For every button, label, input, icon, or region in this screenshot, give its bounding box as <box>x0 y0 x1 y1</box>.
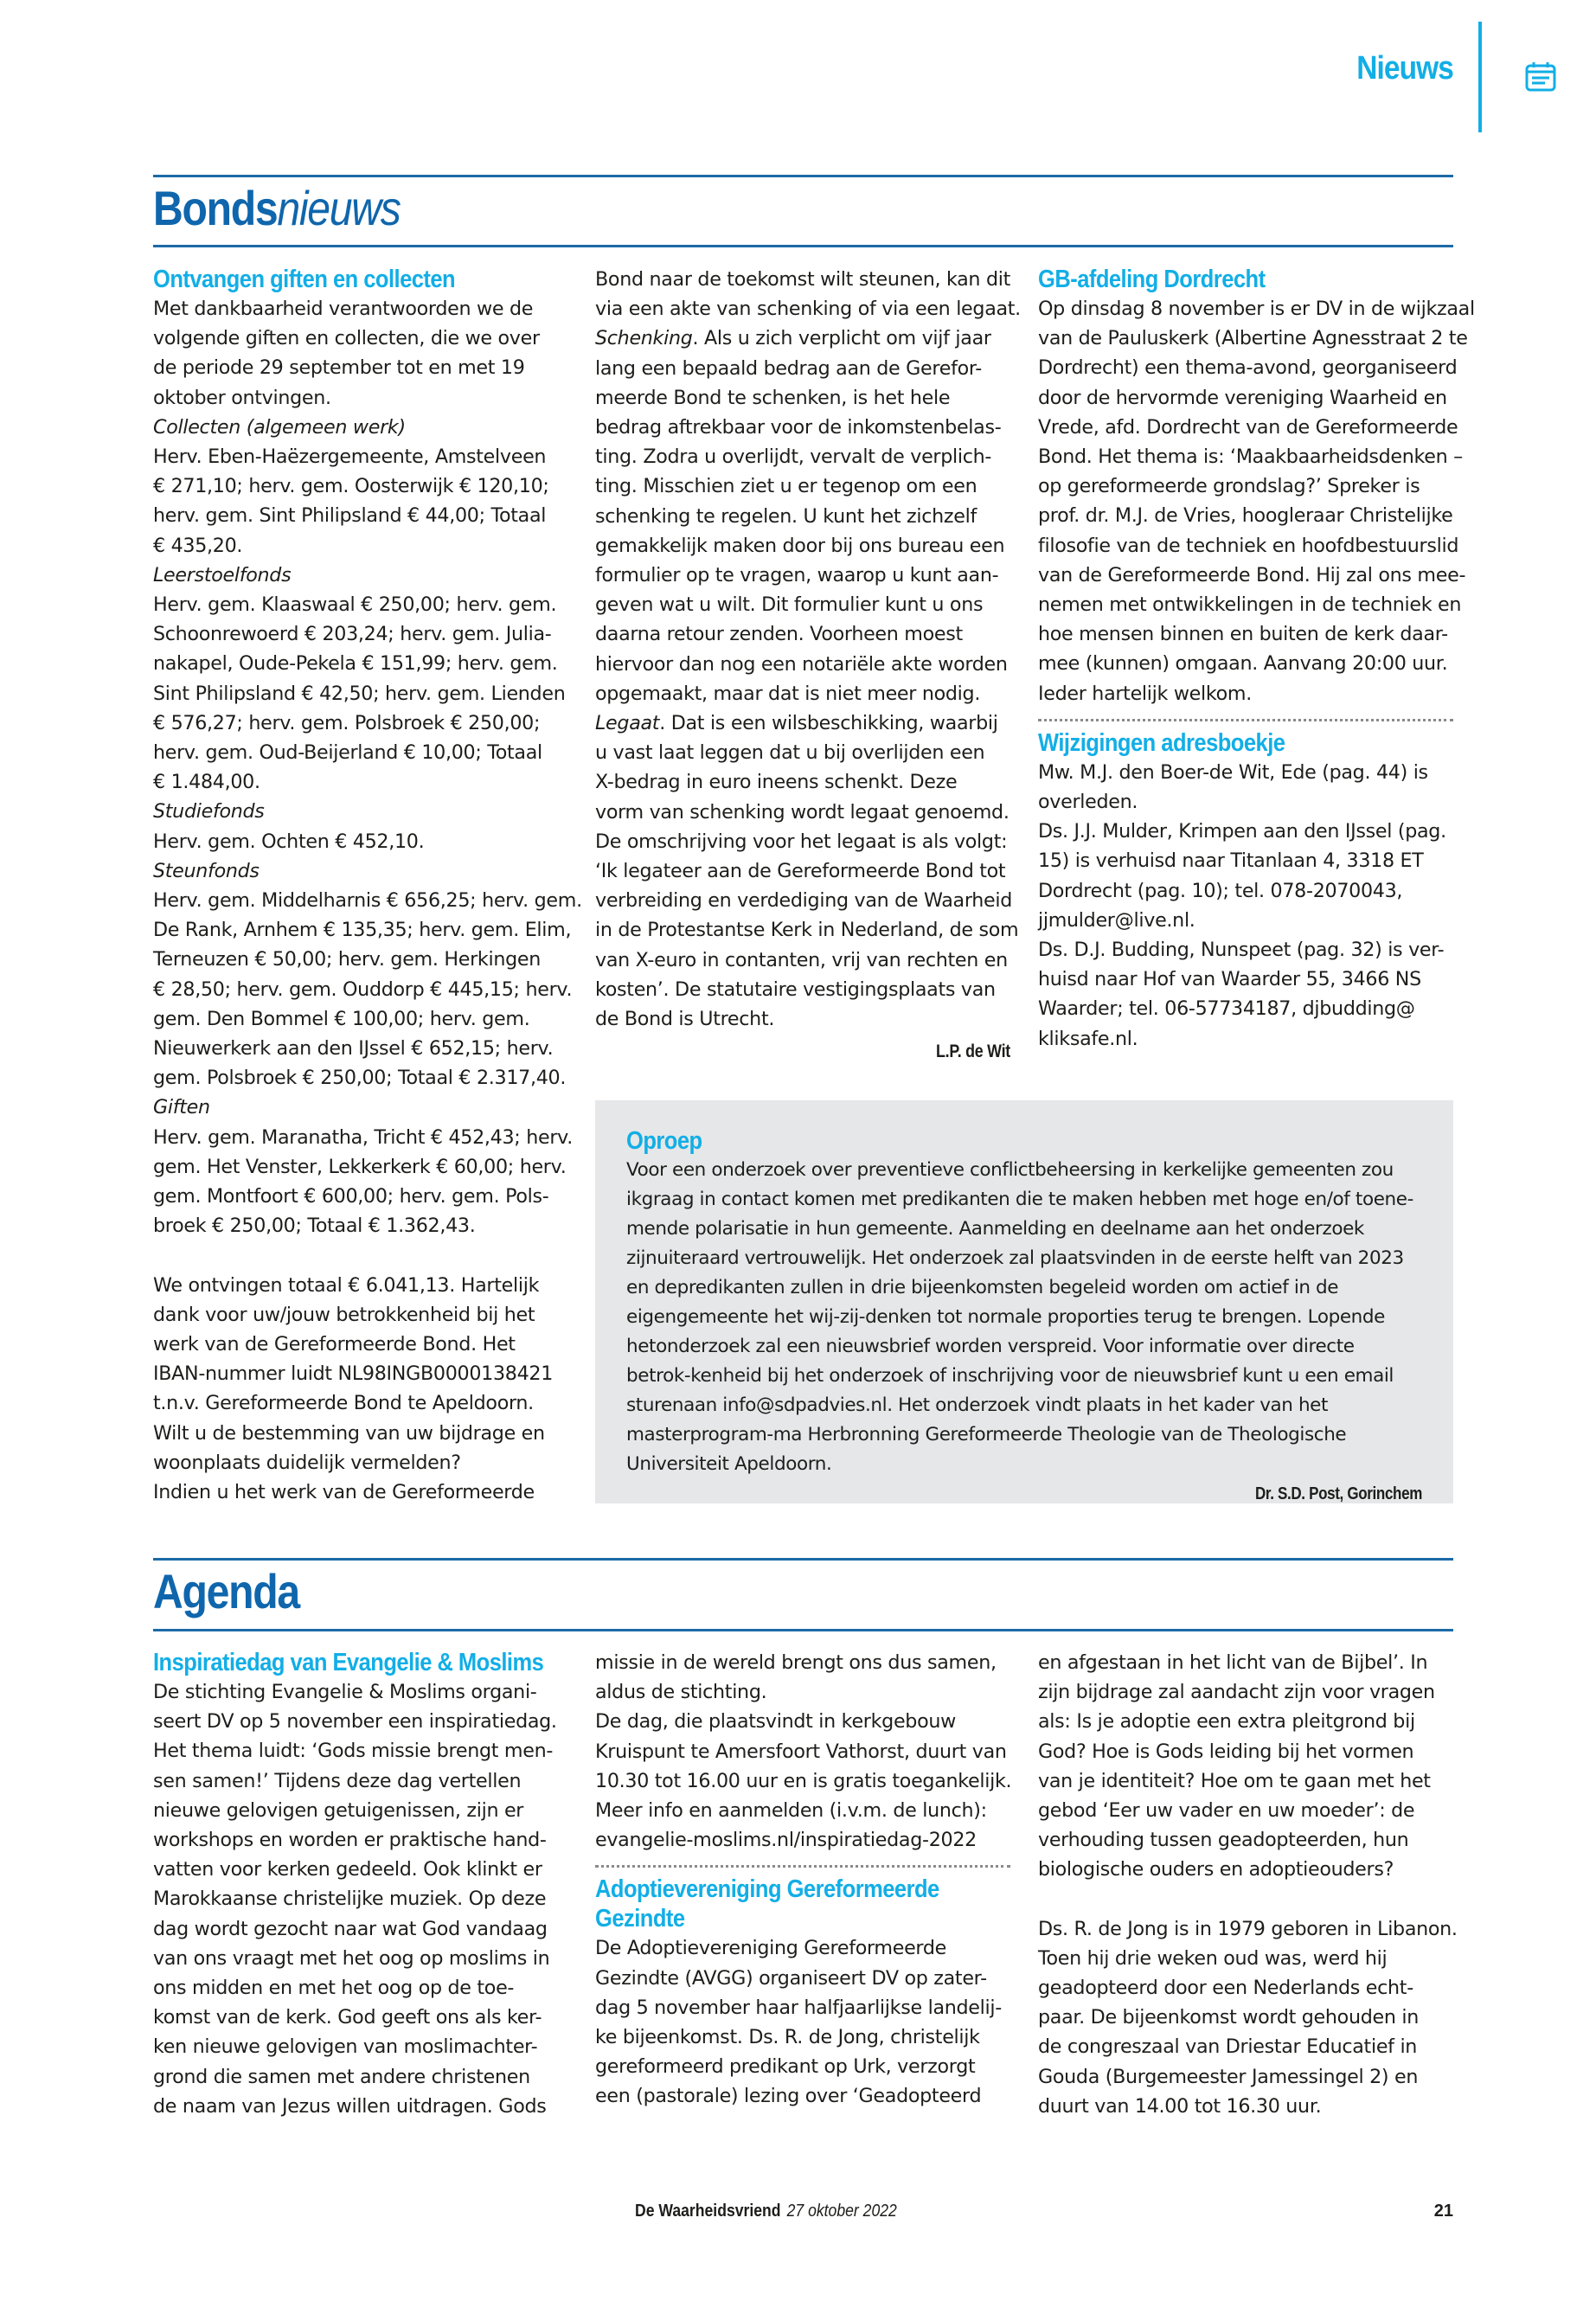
text-line: Waarder; tel. 06-57734187, djbudding@ <box>1038 997 1415 1021</box>
text-line: Marokkaanse christelijke muziek. Op deze <box>153 1888 547 1911</box>
text-line: 10.30 tot 16.00 uur en is gratis toegankelijk. <box>595 1769 1012 1792</box>
fund-label: Steunfonds <box>153 859 260 882</box>
dotted-divider <box>1038 719 1453 721</box>
heading-inspiratiedag: Inspiratiedag van Evangelie & Moslims <box>153 1649 544 1676</box>
fund-label: Studiefonds <box>153 800 265 824</box>
text-line: missie in de wereld brengt ons dus samen, <box>595 1651 997 1674</box>
text-line: ke bijeenkomst. Ds. R. de Jong, christelijk <box>595 2026 980 2049</box>
text-line: € 28,50; herv. gem. Ouddorp € 445,15; herv. <box>153 977 573 1001</box>
heading-adresboekje: Wijzigingen adresboekje <box>1038 728 1285 757</box>
text-line: de periode 29 september tot en met 19 <box>153 356 525 380</box>
text-line: ting. Misschien ziet u er tegenop om een <box>595 475 977 498</box>
text-line: Herv. gem. Maranatha, Tricht € 452,43; herv. <box>153 1125 574 1149</box>
text-line: De Rank, Arnhem € 135,35; herv. gem. Elim, <box>153 919 572 942</box>
text-line: nemen met ontwikkelingen in de techniek en <box>1038 593 1462 617</box>
text-line: kenheid bij het onderzoek of inschrijving voor de nieuwsbrief kunt u een email sturen <box>626 1365 1394 1416</box>
text-line: Ieder hartelijk welkom. <box>1038 682 1252 705</box>
text-line: onderzoek zal een nieuwsbrief worden verspreid. Voor informatie over directe betrok- <box>626 1336 1355 1387</box>
text-line: door de hervormde vereniging Waarheid en <box>1038 386 1447 409</box>
text-line: de naam van Jezus willen uitdragen. Gods <box>153 2094 547 2118</box>
footer-publication: De Waarheidsvriend 27 oktober 2022 <box>635 2202 897 2221</box>
text-line: sen samen!’ Tijdens deze dag vertellen <box>153 1769 522 1792</box>
text-line: zijn bijdrage zal aandacht zijn voor vragen <box>1038 1681 1435 1704</box>
text-line: in de Protestantse Kerk in Nederland, de som <box>595 919 1019 942</box>
text-line: dag wordt gezocht naar wat God vandaag <box>153 1917 548 1940</box>
text-line: meerde Bond te schenken, is het hele <box>595 386 951 409</box>
article-schenking: Bond naar de toekomst wilt steunen, kan dit via een akte van schenking of via een legaat. Schenking. Als u zich verplicht om vijf jaar lang een bepaald bedrag aan de Gerefor- meerde Bond te schenken, is het hele bedrag aftrekbaar voor de inkomstenbelas- ting. Zodra u overlijdt, vervalt de verplich- ting. Misschien ziet u er tegenop om een schenking te regelen. U kunt het zichzelf gemakkelijk maken door bij ons bureau een formulier op te vragen, waarop u kunt aan- geven wat u wilt. Dit formulier kunt u ons daarna retour zenden. Voorheen moest hiervoor dan nog een notariële akte worden opgemaakt, maar dat is niet meer nodig. Legaat. Dat is een wilsbeschikking, waarbij u vast laat leggen dat u bij overlijden een X-bedrag in euro ineens schenkt. Deze vorm van schenking wordt legaat genoemd. De omschrijving voor het legaat is als volgt: ‘Ik legateer aan de Gereformeerde Bond tot verbreiding en verdediging van de Waarheid in de Protestantse Kerk in Nederland, de som van X-euro in contanten, vrij van rechten en kosten’. De statutaire vestigingsplaats van de Bond is Utrecht. L.P. de Wit <box>595 265 1010 1067</box>
text-line: ting. Zodra u overlijdt, vervalt de verplich- <box>595 445 992 469</box>
text-line: workshops en worden er praktische hand- <box>153 1829 547 1852</box>
text-line: gem. Het Venster, Lekkerkerk € 60,00; herv. <box>153 1155 567 1178</box>
text-line: gem. Polsbroek € 250,00; Totaal € 2.317,40. <box>153 1067 567 1090</box>
calendar-icon <box>1524 61 1557 93</box>
page-title-bondsnieuws: Bondsnieuws <box>153 181 401 235</box>
text-line: Gezindte (AVGG) organiseert DV op zater- <box>595 1966 987 1990</box>
text-line: lang een bepaald bedrag aan de Gerefor- <box>595 356 982 380</box>
text-line: seert DV op 5 november een inspiratiedag. <box>153 1710 557 1734</box>
text-line: filosofie van de techniek en hoofdbestuurslid <box>1038 534 1459 557</box>
text-line: volgende giften en collecten, die we over <box>153 327 540 350</box>
text-line: verhouding tussen geadopteerden, hun <box>1038 1829 1409 1852</box>
text-line: van je identiteit? Hoe om te gaan met het <box>1038 1769 1431 1792</box>
text-line: geven wat u wilt. Dit formulier kunt u ons <box>595 593 984 617</box>
text-line: Meer info en aanmelden (i.v.m. de lunch): <box>595 1799 987 1823</box>
title-rule-top <box>153 175 1453 177</box>
text-line: overleden. <box>1038 791 1138 814</box>
text-line: Nieuwerkerk aan den IJssel € 652,15; herv. <box>153 1037 554 1061</box>
text-line: Schoonrewoerd € 203,24; herv. gem. Julia- <box>153 623 552 646</box>
text-line: mende polarisatie in hun gemeente. Aanmelding en deelname aan het onderzoek zijn <box>626 1218 1364 1269</box>
article-adoptie: missie in de wereld brengt ons dus samen, aldus de stichting. De dag, die plaatsvindt in kerkgebouw Kruispunt te Amersfoort Vathorst, duurt van 10.30 tot 16.00 uur en is gratis toegankelijk. Meer info en aanmelden (i.v.m. de lunch): evangelie-moslims.nl/inspiratiedag-2022 Adoptievereniging Gereformeerde Gezindte De Adoptievereniging Gereformeerde Gezindte (AVGG) organiseert DV op zater- dag 5 november haar halfjaarlijkse landelij- ke bijeenkomst. Ds. R. de Jong, christelijk gereformeerd predikant op Urk, verzorgt een (pastorale) lezing over ‘Geadopteerd <box>595 1648 1010 2112</box>
label-schenking: Schenking <box>595 327 693 350</box>
text-line: paar. De bijeenkomst wordt gehouden in <box>1038 2006 1419 2029</box>
agenda-rule-bottom <box>153 1629 1453 1631</box>
text-line: graag in contact komen met predikanten die te maken hebben met hoge en/of toene- <box>641 1189 1413 1210</box>
text-line: ons midden en met het oog op de toe- <box>153 1977 515 2000</box>
text-line: De dag, die plaatsvindt in kerkgebouw <box>595 1710 956 1734</box>
text-line: Kruispunt te Amersfoort Vathorst, duurt van <box>595 1740 1007 1763</box>
text-line: jjmulder@live.nl. <box>1038 908 1195 932</box>
text-line: € 1.484,00. <box>153 771 260 794</box>
text-line: De stichting Evangelie & Moslims organi- <box>153 1681 537 1703</box>
text-line: gereformeerd predikant op Urk, verzorgt <box>595 2055 976 2079</box>
text-line: van de Gereformeerde Bond. Hij zal ons mee- <box>1038 563 1466 586</box>
text-line: vorm van schenking wordt legaat genoemd. <box>595 800 1010 824</box>
text-line: Op dinsdag 8 november is er DV in de wijkzaal <box>1038 298 1475 320</box>
text-line: gemakkelijk maken door bij ons bureau een <box>595 534 1005 557</box>
text-line: IBAN-nummer luidt NL98INGB0000138421 <box>153 1362 554 1386</box>
text-line: € 271,10; herv. gem. Oosterwijk € 120,10; <box>153 475 549 498</box>
text-line: Ds. D.J. Budding, Nunspeet (pag. 32) is ver- <box>1038 939 1445 962</box>
article-inspiratiedag <box>153 1648 557 2121</box>
text-line: biologische ouders en adoptieouders? <box>1038 1858 1394 1881</box>
text-line: Wilt u de bestemming van uw bijdrage en <box>153 1421 545 1445</box>
header-divider <box>1478 22 1482 132</box>
text-line: en afgestaan in het licht van de Bijbel’. In <box>1038 1651 1428 1674</box>
heading-giften: Ontvangen giften en collecten <box>153 266 456 293</box>
text-line: verbreiding en verdediging van de Waarheid <box>595 889 1013 913</box>
article-adoptie-cont <box>1038 1648 1458 2121</box>
text-line: ken nieuwe gelovigen van moslimachter- <box>153 2035 538 2059</box>
text-line: aldus de stichting. <box>595 1681 767 1704</box>
text-line: € 435,20. <box>153 534 243 557</box>
text-line: dank voor uw/jouw betrokkenheid bij het <box>153 1303 535 1326</box>
text-line: op gereformeerde grondslag?’ Spreker is <box>1038 475 1420 498</box>
text-line: ‘Ik legateer aan de Gereformeerde Bond tot <box>595 860 1006 883</box>
text-line: Herv. gem. Klaaswaal € 250,00; herv. gem. <box>153 593 557 617</box>
heading-adoptie: Adoptievereniging Gereformeerde <box>595 1875 939 1904</box>
text-line: gebod ‘Eer uw vader en uw moeder’: de <box>1038 1799 1415 1823</box>
text-line: komst van de kerk. God geeft ons als ker- <box>153 2006 542 2029</box>
text-line: ma Herbronning Gereformeerde Theologie van de Theologische Universiteit Apeldoorn. <box>626 1424 1347 1475</box>
text-line: God? Hoe is Gods leiding bij het vormen <box>1038 1740 1414 1763</box>
text-line: kosten’. De statutaire vestigingsplaats van <box>595 977 996 1001</box>
text-line: van X-euro in contanten, vrij van rechten en <box>595 948 1008 971</box>
text-line: Dordrecht) een thema-avond, georganiseerd <box>1038 356 1458 380</box>
fund-label: Giften <box>153 1096 210 1119</box>
text-line: formulier op te vragen, waarop u kunt aan- <box>595 564 999 587</box>
text-line: Sint Philipsland € 42,50; herv. gem. Lienden <box>153 682 566 705</box>
text-line: predikanten zullen in drie bijeenkomsten begeleid worden om actief in de eigen <box>626 1277 1339 1328</box>
heading-dordrecht: GB-afdeling Dordrecht <box>1038 266 1266 293</box>
article-giften <box>153 265 582 1507</box>
text-line: Herv. gem. Middelharnis € 656,25; herv. gem. <box>153 889 582 913</box>
fund-label: Collecten (algemeen werk) <box>153 415 406 439</box>
text-line: opgemaakt, maar dat is niet meer nodig. <box>595 682 981 705</box>
text-line: 15) is verhuisd naar Titanlaan 4, 3318 ET <box>1038 849 1424 873</box>
text-line: Vrede, afd. Dordrecht van de Gereformeerde <box>1038 415 1458 439</box>
text-line: t.n.v. Gereformeerde Bond te Apeldoorn. <box>153 1392 534 1415</box>
text-line: een (pastorale) lezing over ‘Geadopteerd <box>595 2085 982 2108</box>
agenda-rule-top <box>153 1558 1453 1561</box>
oproep-box <box>595 1100 1453 1503</box>
text-line: geadopteerd door een Nederlands echt- <box>1038 1977 1413 2000</box>
text-line: Voor een onderzoek over preventieve conflictbeheersing in kerkelijke gemeenten zou ik <box>626 1159 1394 1210</box>
text-line: Herv. Eben-Haëzergemeente, Amstelveen <box>153 445 547 469</box>
text-line: u vast laat leggen dat u bij overlijden een <box>595 741 985 765</box>
text-line: gemeente het wij-zij-denken tot normale proporties terug te brengen. Lopende het <box>626 1306 1385 1357</box>
text-line: prof. dr. M.J. de Vries, hoogleraar Christelijke <box>1038 504 1453 528</box>
text-line: werk van de Gereformeerde Bond. Het <box>153 1332 516 1356</box>
text-line: hiervoor dan nog een notariële akte worden <box>595 652 1008 676</box>
text-line: herv. gem. Sint Philipsland € 44,00; Totaal <box>153 504 547 528</box>
text-line: de congreszaal van Driestar Educatief in <box>1038 2035 1418 2059</box>
dotted-divider <box>595 1865 1010 1868</box>
text-line: de Bond is Utrecht. <box>595 1008 775 1031</box>
text-line: nakapel, Oude-Pekela € 151,99; herv. gem. <box>153 652 558 676</box>
text-line: vatten voor kerken gedeeld. Ook klinkt er <box>153 1858 542 1881</box>
text-line: Indien u het werk van de Gereformeerde <box>153 1480 535 1503</box>
text-line: De omschrijving voor het legaat is als volgt: <box>595 830 1008 853</box>
text-line: nieuwe gelovigen getuigenissen, zijn er <box>153 1798 524 1822</box>
label-legaat: Legaat <box>595 712 660 735</box>
text-line: Toen hij drie weken oud was, werd hij <box>1038 1946 1388 1970</box>
page-number: 21 <box>1433 2202 1453 2221</box>
text-line: gem. Montfoort € 600,00; herv. gem. Pols- <box>153 1185 549 1208</box>
fund-label: Leerstoelfonds <box>153 563 292 586</box>
text-line: aan info@sdpadvies.nl. Het onderzoek vindt plaats in het kader van het masterprogram- <box>626 1394 1329 1445</box>
text-line: grond die samen met andere christenen <box>153 2065 530 2088</box>
text-line: woonplaats duidelijk vermelden? <box>153 1451 461 1474</box>
text-line: Gouda (Burgemeester Jamessingel 2) en <box>1038 2065 1419 2088</box>
section-label: Nieuws <box>1356 50 1453 87</box>
signature-post: Dr. S.D. Post, Gorinchem <box>1254 1484 1422 1503</box>
text-line: X-bedrag in euro ineens schenkt. Deze <box>595 771 958 794</box>
text-line: schenking te regelen. U kunt het zichzelf <box>595 504 977 528</box>
text-line: bedrag aftrekbaar voor de inkomstenbelas- <box>595 416 1002 439</box>
text-line: uiteraard vertrouwelijk. Het onderzoek zal plaatsvinden in de eerste helft van 2023 en de <box>626 1247 1404 1298</box>
text-line: Herv. gem. Ochten € 452,10. <box>153 830 425 853</box>
page-title-agenda: Agenda <box>153 1564 299 1618</box>
text-line: mee (kunnen) omgaan. Aanvang 20:00 uur. <box>1038 652 1448 676</box>
title-rule-bottom <box>153 245 1453 247</box>
text-line: € 576,27; herv. gem. Polsbroek € 250,00; <box>153 711 541 734</box>
article-dordrecht <box>1038 265 1475 1054</box>
text-line: Ds. R. de Jong is in 1979 geboren in Libanon. <box>1038 1917 1458 1940</box>
text-line: oktober ontvingen. <box>153 386 331 409</box>
heading-oproep: Oproep <box>626 1127 702 1155</box>
text-line: We ontvingen totaal € 6.041,13. Hartelijk <box>153 1273 540 1297</box>
text-line: Dordrecht (pag. 10); tel. 078-2070043, <box>1038 879 1403 902</box>
text-line: evangelie-moslims.nl/inspiratiedag-2022 <box>595 1829 977 1852</box>
text-line: Het thema luidt: ‘Gods missie brengt men- <box>153 1740 554 1763</box>
text-line: van de Pauluskerk (Albertine Agnesstraat 2 te <box>1038 327 1468 350</box>
text-line: Bond. Het thema is: ‘Maakbaarheidsdenken – <box>1038 445 1463 469</box>
text-line: van ons vraagt met het oog op moslims in <box>153 1946 550 1970</box>
text-line: hoe mensen binnen en buiten de kerk daar- <box>1038 623 1448 646</box>
text-line: huisd naar Hof van Waarder 55, 3466 NS <box>1038 968 1421 991</box>
text-line: dag 5 november haar halfjaarlijkse landelij- <box>595 1996 1002 2019</box>
text-line: Ds. J.J. Mulder, Krimpen aan den IJssel (pag. <box>1038 820 1446 843</box>
signature-de-wit: L.P. de Wit <box>936 1042 1010 1062</box>
text-line: kliksafe.nl. <box>1038 1027 1138 1050</box>
text-line: broek € 250,00; Totaal € 1.362,43. <box>153 1215 476 1238</box>
text-line: daarna retour zenden. Voorheen moest <box>595 623 963 646</box>
text-line: De Adoptievereniging Gereformeerde <box>595 1937 946 1960</box>
text-line: Bond naar de toekomst wilt steunen, kan dit <box>595 268 1010 291</box>
text-line: Mw. M.J. den Boer-de Wit, Ede (pag. 44) is <box>1038 760 1428 784</box>
text-line: duurt van 14.00 tot 16.30 uur. <box>1038 2094 1322 2118</box>
text-line: herv. gem. Oud-Beijerland € 10,00; Totaal <box>153 741 542 765</box>
text-line: Terneuzen € 50,00; herv. gem. Herkingen <box>153 948 541 971</box>
text-line: als: Is je adoptie een extra pleitgrond bij <box>1038 1710 1415 1734</box>
text-line: Met dankbaarheid verantwoorden we de <box>153 298 534 320</box>
text-line: via een akte van schenking of via een legaat. <box>595 298 1021 321</box>
text-line: gem. Den Bommel € 100,00; herv. gem. <box>153 1007 530 1030</box>
